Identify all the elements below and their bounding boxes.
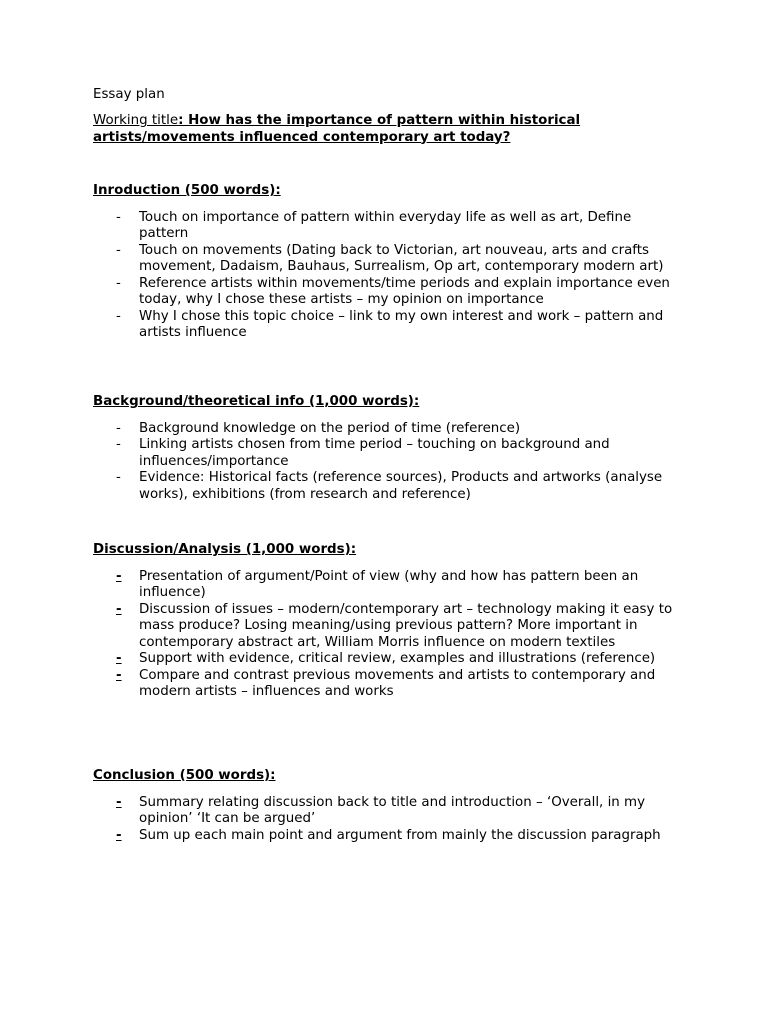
bullet-dash: - [116, 209, 121, 225]
working-title-text: : How has the importance of pattern within historical artists/movements influenced contemporary art today? [93, 113, 581, 145]
section-heading-introduction: Inroduction (500 words): [93, 183, 281, 198]
list-item [93, 421, 679, 438]
list-item [93, 795, 679, 828]
list-item-text: Compare and contrast previous movements and artists to contemporary and modern artists – influences and works [139, 667, 656, 699]
list-item-text: Evidence: Historical facts (reference sources), Products and artworks (analyse works), exhibitions (from research and reference) [139, 470, 663, 502]
list-item [93, 668, 679, 701]
discussion-list [93, 569, 693, 701]
list-item-text: Touch on importance of pattern within everyday life as well as art, Define pattern [139, 209, 632, 241]
list-item [93, 243, 679, 276]
bullet-dash: - [116, 420, 121, 436]
bullet-dash: - [116, 275, 121, 291]
bullet-dash: - [116, 651, 122, 666]
conclusion-section [93, 768, 693, 844]
bullet-dash: - [116, 437, 121, 452]
introduction-list [93, 210, 693, 342]
list-item [93, 828, 679, 845]
list-item-text: Touch on movements (Dating back to Victorian, art nouveau, arts and crafts movement, Dadaism, Bauhaus, Surrealism, Op art, contemporary modern art) [139, 242, 664, 274]
bullet-dash: - [116, 242, 121, 258]
list-item-text: Background knowledge on the period of time (reference) [139, 420, 521, 436]
list-item [93, 569, 679, 602]
bullet-dash: - [116, 308, 121, 324]
list-item-text: Discussion of issues – modern/contemporary art – technology making it easy to mass produce? Losing meaning/using previous pattern? More important in contemporary abstract art, William Morris influence on modern textiles [139, 601, 673, 650]
list-item [93, 651, 679, 668]
list-item-text: Reference artists within movements/time periods and explain importance even today, why I chose these artists – my opinion on importance [139, 275, 670, 307]
conclusion-list [93, 795, 693, 845]
list-item [93, 210, 679, 243]
working-title-label: Working title [93, 113, 179, 128]
background-list [93, 421, 693, 504]
bullet-dash: - [116, 794, 122, 810]
list-item-text: Sum up each main point and argument from mainly the discussion paragraph [139, 827, 661, 843]
bullet-dash: - [116, 568, 122, 584]
list-item-text: Presentation of argument/Point of view (why and how has pattern been an influence) [139, 568, 639, 600]
list-item [93, 470, 679, 503]
list-item-text: Linking artists chosen from time period – touching on background and influences/importance [139, 437, 610, 469]
list-item [93, 276, 679, 309]
bullet-dash: - [116, 667, 122, 683]
list-item-text: Support with evidence, critical review, examples and illustrations (reference) [139, 651, 656, 666]
list-item-text: Summary relating discussion back to title and introduction – ‘Overall, in my opinion’ ‘It can be argued’ [139, 794, 645, 826]
working-title [93, 113, 653, 146]
section-heading-background: Background/theoretical info (1,000 words): [93, 394, 420, 409]
list-item [93, 309, 679, 342]
list-item-text: Why I chose this topic choice – link to my own interest and work – pattern and artists influence [139, 308, 664, 340]
section-heading-discussion: Discussion/Analysis (1,000 words): [93, 542, 357, 557]
bullet-dash: - [116, 601, 122, 617]
bullet-dash: - [116, 470, 121, 485]
background-section [93, 394, 693, 503]
bullet-dash: - [116, 827, 122, 843]
discussion-section [93, 542, 693, 701]
section-heading-conclusion: Conclusion (500 words): [93, 768, 276, 783]
list-item [93, 602, 679, 652]
document-title: Essay plan [93, 87, 165, 102]
introduction-section [93, 183, 693, 342]
list-item [93, 437, 679, 470]
